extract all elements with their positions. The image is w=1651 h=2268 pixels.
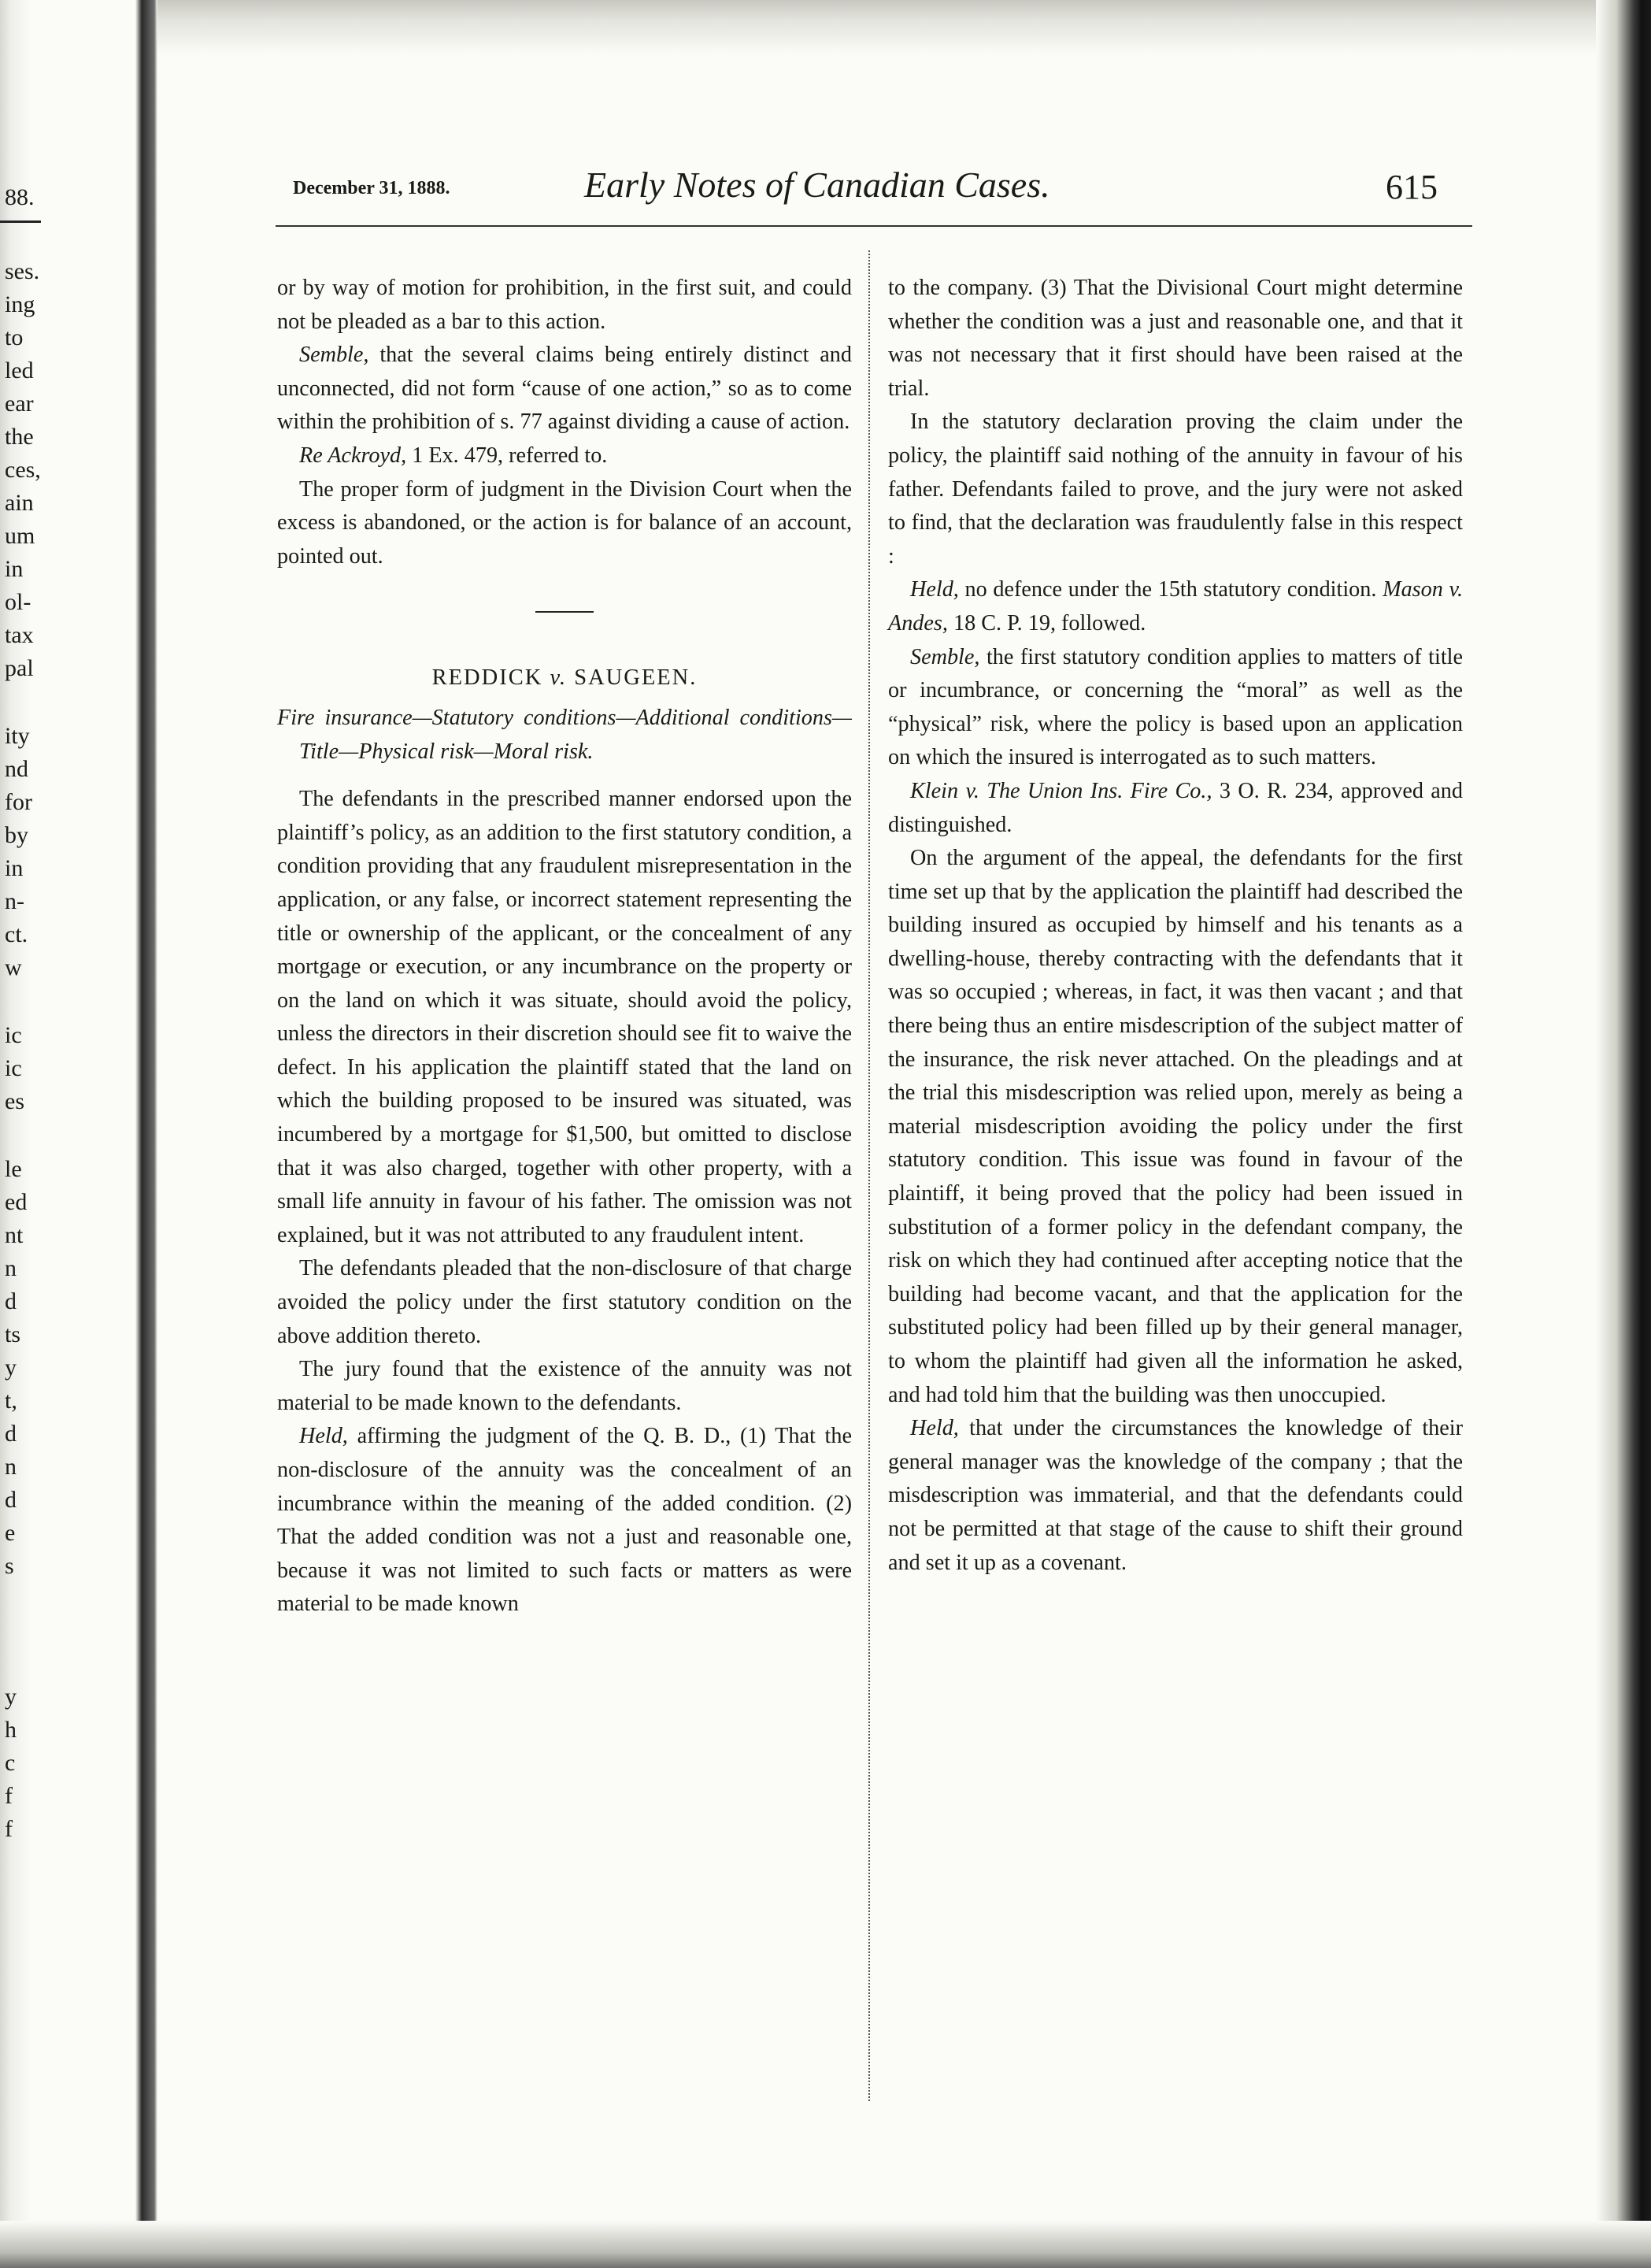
prior-page-fragment: y [5, 1354, 17, 1380]
prior-page-fragment: s [5, 1553, 14, 1579]
prior-page-fragment: le [5, 1156, 22, 1182]
case-plaintiff: REDDICK [431, 665, 543, 691]
paragraph: The defendants in the prescribed manner endorsed upon the plaintiff’s policy, as an addition to the first statutory condition, a condition providing that any fraudulent misrepresentation in the application, or any false, or incorrect statement representing the title or ownership of the applicant, or the concealment of any mortgage or execution, or any incumbrance on the property or on the land on which it was situate, should avoid the policy, unless the directors in their discretion should see fit to waive the defect. In his application the plaintiff stated that the land on which the building proposed to be insured was situated, was incumbered by a mortgage for $1,500, but omitted to disclose that it was also charged, together with other property, with a small life annuity in favour of his father. The omission was not explained, but it was not attributed to any fraudulent intent. [277, 787, 852, 1247]
prior-page-fragment: n- [5, 888, 24, 914]
prior-page-fragment: nd [5, 756, 28, 782]
prior-page-fragment: d [5, 1421, 17, 1447]
prior-page-fragment: e [5, 1520, 16, 1546]
column-divider [868, 250, 870, 2101]
italic-lead: Held, [910, 577, 959, 602]
header-date: December 31, 1888. [293, 178, 450, 198]
section-divider [535, 611, 594, 613]
prior-page-fragment: h [5, 1717, 17, 1743]
case-citation: Re Ackroyd, 1 Ex. 479, referred to. [299, 443, 608, 468]
prior-page-fragment: by [5, 822, 28, 848]
prior-page-fragment: ic [5, 1022, 22, 1048]
prior-page-fragment: d [5, 1288, 17, 1314]
prior-page-fragment: nt [5, 1222, 24, 1248]
page-number: 615 [1386, 168, 1438, 206]
paragraph: The defendants pleaded that the non-disclosure of that charge avoided the policy under the first statutory condition on the above addition thereto. [277, 1256, 852, 1348]
right-column [888, 272, 1463, 1580]
prior-page-fragment: ol- [5, 589, 31, 615]
scan-right-edge [1596, 0, 1651, 2268]
paragraph: On the argument of the appeal, the defendants for the first time set up that by the application the plaintiff had described the building insured as occupied by himself and his tenants as a dwelling-house, thereby contracting with the defendants that it was so occupied ; whereas, in fact, it was then vacant ; and that there being thus an entire misdescription of the subject matter of the insurance, the risk never attached. On the pleadings and at the trial this misdescription was relied upon, merely as being a material misdescription avoiding the policy under the first statutory condition. This issue was found in favour of the plaintiff, it being proved that the policy had been issued in substitution of a former policy in the defendant company, the risk on which they had continued after accepting notice that the building had become vacant, and that the application for the substituted policy had been filled up by their general manager, to whom the plaintiff had given all the information he asked, and had told him that the building was then unoccupied. [888, 846, 1463, 1407]
prior-page-header-rule [0, 220, 41, 223]
prior-page-fragment: the [5, 424, 34, 450]
prior-page-fragment: in [5, 855, 24, 881]
journal-title: Early Notes of Canadian Cases. [584, 165, 1050, 205]
prior-page-fragment: ity [5, 723, 30, 749]
paragraph: or by way of motion for prohibition, in the first suit, and could not be pleaded as a bar to this action. [277, 276, 852, 334]
prior-page-fragment: ear [5, 391, 34, 417]
italic-lead: Held, [299, 1424, 348, 1449]
case-name: Klein v. The Union Ins. Fire Co., [910, 778, 1212, 803]
paragraph: Semble, the first statutory condition applies to matters of title or incumbrance, or concerning the “moral” as well as the “physical” risk, where the policy is based upon an application on which the insured is interrogated as to such matters. [888, 644, 1463, 770]
prior-page-fragment: ain [5, 490, 34, 516]
prior-page-number-fragment: 88. [5, 184, 35, 210]
scan-bottom-edge [0, 2221, 1651, 2268]
prior-page-fragment: f [5, 1816, 13, 1842]
case-name: Re Ackroyd, [299, 443, 407, 468]
prior-page-fragment: tax [5, 622, 34, 648]
prior-page-fragment: ses. [5, 258, 40, 284]
prior-page-fragment: d [5, 1487, 17, 1513]
paragraph: The proper form of judgment in the Division Court when the excess is abandoned, or the action is for balance of an account, pointed out. [277, 476, 852, 569]
prior-page-fragment: es [5, 1088, 24, 1114]
paragraph: Held, affirming the judgment of the Q. B. D., (1) That the non-disclosure of the annuity was the concealment of an incumbrance within the meaning of the added condition. (2) That the added condition was not a just and reasonable one, because it was not limited to such facts or matters as were material to be made known [277, 1424, 852, 1617]
scan-left-edge [0, 0, 157, 2268]
left-column [277, 272, 852, 1621]
prior-page-fragment: for [5, 789, 32, 815]
paragraph: to the company. (3) That the Divisional Court might determine whether the condition was a just and reasonable one, and that it was not necessary that it first should have been raised at the trial. [888, 276, 1463, 401]
italic-lead: Held, [910, 1416, 959, 1441]
case-name: Mason v. Andes, [888, 577, 1463, 636]
prior-page-fragment: led [5, 358, 34, 384]
paragraph: The jury found that the existence of the annuity was not material to be made known to the defendants. [277, 1357, 852, 1415]
italic-lead: Semble, [299, 343, 369, 368]
prior-page-fragment: c [5, 1750, 16, 1776]
prior-page-fragment: w [5, 954, 22, 980]
case-versus: v. [550, 665, 568, 691]
prior-page-fragment: to [5, 324, 24, 350]
prior-page-fragment: in [5, 556, 24, 582]
prior-page-fragment: ed [5, 1189, 28, 1215]
prior-page-fragment: pal [5, 655, 34, 681]
scan-top-edge [0, 0, 1651, 55]
header-rule [276, 225, 1472, 227]
prior-page-fragment: t, [5, 1388, 17, 1414]
italic-lead: Semble, [910, 644, 980, 669]
case-title [277, 662, 852, 695]
headnote: Fire insurance—Statutory conditions—Additional conditions—Title—Physical risk—Moral risk. [277, 705, 852, 764]
prior-page-fragment: y [5, 1684, 17, 1710]
case-citation: Klein v. The Union Ins. Fire Co., 3 O. R. 234, approved and distinguished. [888, 778, 1463, 837]
case-defendant: SAUGEEN. [574, 665, 698, 691]
prior-page-fragment: ces, [5, 457, 41, 483]
prior-page-fragment: n [5, 1454, 17, 1480]
paragraph: In the statutory declaration proving the claim under the policy, the plaintiff said nothing of the annuity in favour of his father. Defendants failed to prove, and the jury were not asked to find, that the declaration was fraudulently false in this respect : [888, 410, 1463, 569]
paragraph: Held, no defence under the 15th statutory condition. Mason v. Andes, 18 C. P. 19, followed. [888, 577, 1463, 636]
paragraph: Semble, that the several claims being entirely distinct and unconnected, did not form “cause of one action,” so as to come within the prohibition of s. 77 against dividing a cause of action. [277, 343, 852, 435]
prior-page-fragment: ic [5, 1055, 22, 1081]
prior-page-fragment: n [5, 1255, 17, 1281]
prior-page-fragment: f [5, 1783, 13, 1809]
prior-page-fragment: ct. [5, 921, 28, 947]
prior-page-fragment: ing [5, 291, 35, 317]
paragraph: Held, that under the circumstances the knowledge of their general manager was the knowledge of the company ; that the misdescription was immaterial, and that the defendants could not be permitted at that stage of the cause to shift their ground and set it up as a covenant. [888, 1416, 1463, 1575]
prior-page-fragment: ts [5, 1321, 21, 1347]
prior-page-fragment: um [5, 523, 35, 549]
